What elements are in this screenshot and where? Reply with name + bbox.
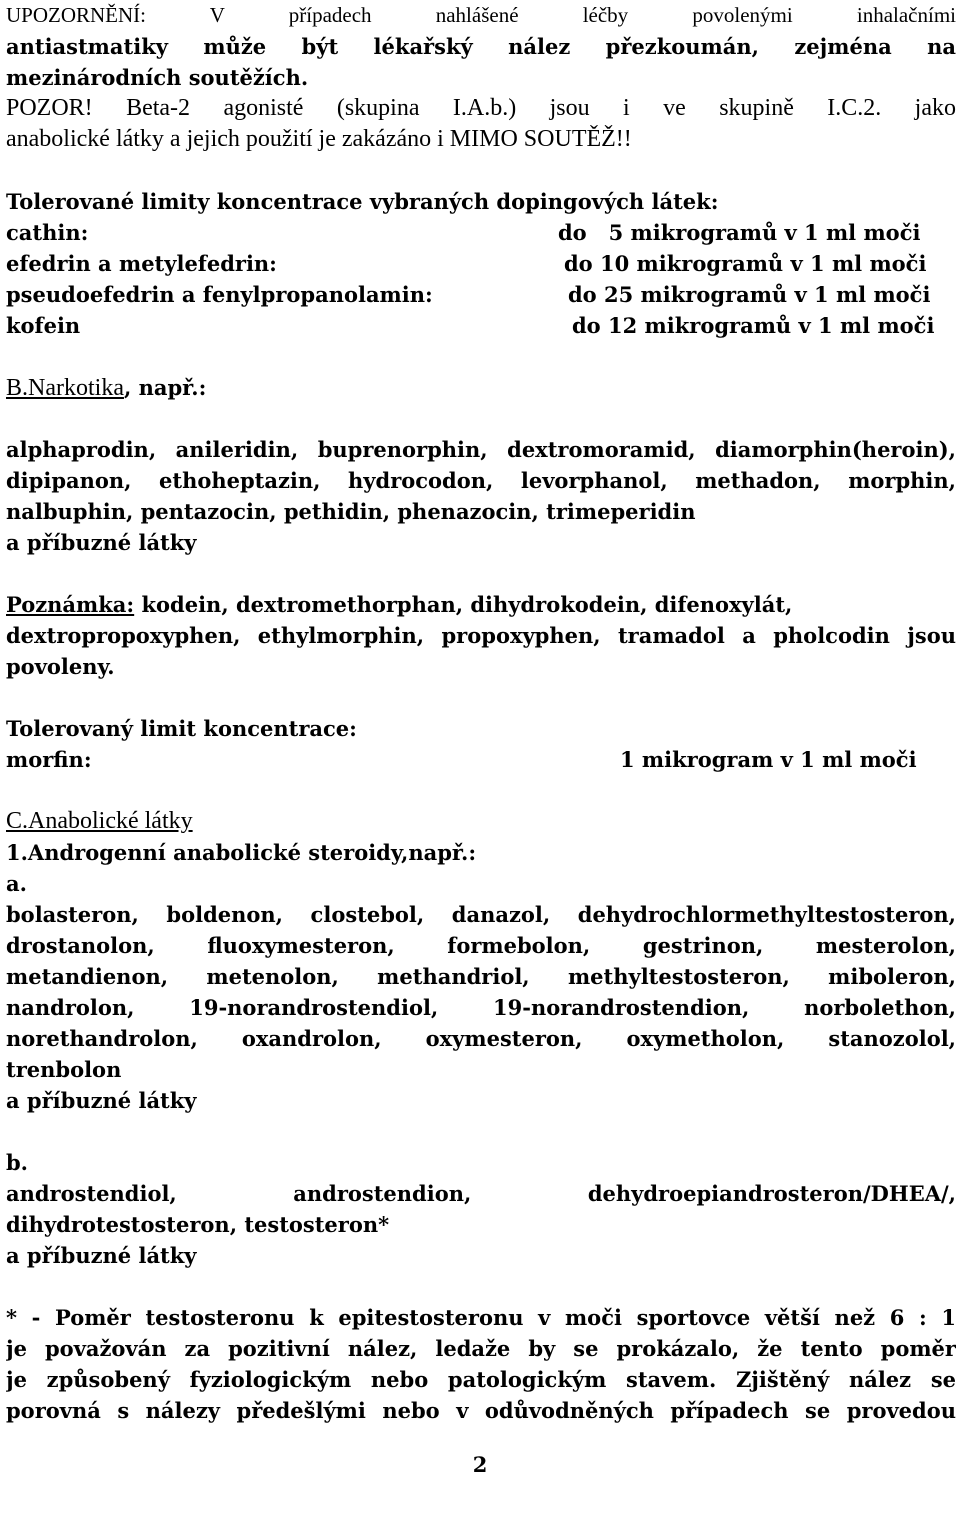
- footnote-line: je způsobený fyziologickým nebo patologickým stavem. Zjištěný nález se: [6, 1367, 956, 1392]
- limit-value: 1 mikrogram v 1 ml moči: [620, 747, 917, 772]
- warning-line-5: anabolické látky a jejich použití je zakázáno i MIMO SOUTĚŽ!!: [6, 126, 632, 152]
- warning-line-2: antiastmatiky může být lékařský nález přezkoumán, zejména na: [6, 34, 956, 59]
- limit-substance: pseudoefedrin a fenylpropanolamin:: [6, 282, 433, 307]
- group-a-line: a příbuzné látky: [6, 1088, 197, 1113]
- group-b-label: b.: [6, 1150, 28, 1175]
- footnote-line: porovná s nálezy předešlými nebo v odůvodněných případech se provedou: [6, 1398, 956, 1423]
- limit-value: do 12 mikrogramů v 1 ml moči: [572, 313, 935, 338]
- narcotics-note-line: povoleny.: [6, 654, 115, 679]
- narcotics-note: [6, 589, 956, 620]
- limit-substance: kofein: [6, 313, 81, 338]
- anabolics-heading: C.Anabolické látky: [6, 808, 193, 834]
- group-a-line: norethandrolon, oxandrolon, oxymesteron, oxymetholon, stanozolol,: [6, 1026, 956, 1051]
- morphine-limit-row: [6, 744, 956, 775]
- limits-heading: Tolerované limity koncentrace vybraných dopingových látek:: [6, 189, 719, 214]
- anabolics-subheading: 1.Androgenní anabolické steroidy,např.:: [6, 840, 477, 865]
- narcotics-list-line: alphaprodin, anileridin, buprenorphin, dextromoramid, diamorphin(heroin),: [6, 437, 956, 462]
- group-a-line: nandrolon, 19-norandrostendiol, 19-norandrostendion, norbolethon,: [6, 995, 956, 1020]
- narcotics-heading: [6, 372, 956, 403]
- warning-line-3: mezinárodních soutěžích.: [6, 65, 309, 90]
- page-number: 2: [472, 1452, 488, 1477]
- group-a-line: trenbolon: [6, 1057, 122, 1082]
- narcotics-list-line: a příbuzné látky: [6, 530, 197, 555]
- narcotics-heading-suffix: , např.:: [123, 375, 207, 400]
- limit-row: [6, 279, 956, 310]
- limit-substance: morfin:: [6, 747, 92, 772]
- narcotics-list-line: dipipanon, ethoheptazin, hydrocodon, levorphanol, methadon, morphin,: [6, 468, 956, 493]
- group-b-line: a příbuzné látky: [6, 1243, 197, 1268]
- group-b-line: dihydrotestosteron, testosteron*: [6, 1212, 390, 1237]
- warning-line-4: POZOR! Beta-2 agonisté (skupina I.A.b.) jsou i ve skupině I.C.2. jako: [6, 95, 956, 121]
- limit-row: [6, 310, 956, 341]
- footnote-line: * - Poměr testosteronu k epitestosteronu v moči sportovce větší než 6 : 1: [6, 1305, 956, 1330]
- group-a-label: a.: [6, 871, 27, 896]
- narcotics-note-line: dextropropoxyphen, ethylmorphin, propoxyphen, tramadol a pholcodin jsou: [6, 623, 956, 648]
- narcotics-heading-prefix: B.Narkotika: [6, 375, 124, 401]
- limit-row: [6, 217, 956, 248]
- group-a-line: bolasteron, boldenon, clostebol, danazol, dehydrochlormethyltestosteron,: [6, 902, 956, 927]
- group-a-line: drostanolon, fluoxymesteron, formebolon, gestrinon, mesterolon,: [6, 933, 956, 958]
- note-label: Poznámka:: [6, 592, 135, 617]
- warning-text: UPOZORNĚNÍ: V případech nahlášené léčby povolenými inhalačními: [6, 3, 956, 27]
- group-a-line: metandienon, metenolon, methandriol, methyltestosteron, miboleron,: [6, 964, 956, 989]
- limit-value: do 5 mikrogramů v 1 ml moči: [558, 220, 921, 245]
- footnote-line: je považován za pozitivní nález, ledaže by se prokázalo, že tento poměr: [6, 1336, 956, 1361]
- limit-value: do 10 mikrogramů v 1 ml moči: [564, 251, 927, 276]
- note-text: kodein, dextromethorphan, dihydrokodein, difenoxylát,: [134, 592, 793, 617]
- warning-line-1: [6, 0, 956, 31]
- morphine-limit-heading: Tolerovaný limit koncentrace:: [6, 716, 357, 741]
- limit-row: [6, 248, 956, 279]
- group-b-line: androstendiol, androstendion, dehydroepiandrosteron/DHEA/,: [6, 1181, 956, 1206]
- limit-substance: cathin:: [6, 220, 89, 245]
- limit-value: do 25 mikrogramů v 1 ml moči: [568, 282, 931, 307]
- limit-substance: efedrin a metylefedrin:: [6, 251, 277, 276]
- narcotics-list-line: nalbuphin, pentazocin, pethidin, phenazocin, trimeperidin: [6, 499, 696, 524]
